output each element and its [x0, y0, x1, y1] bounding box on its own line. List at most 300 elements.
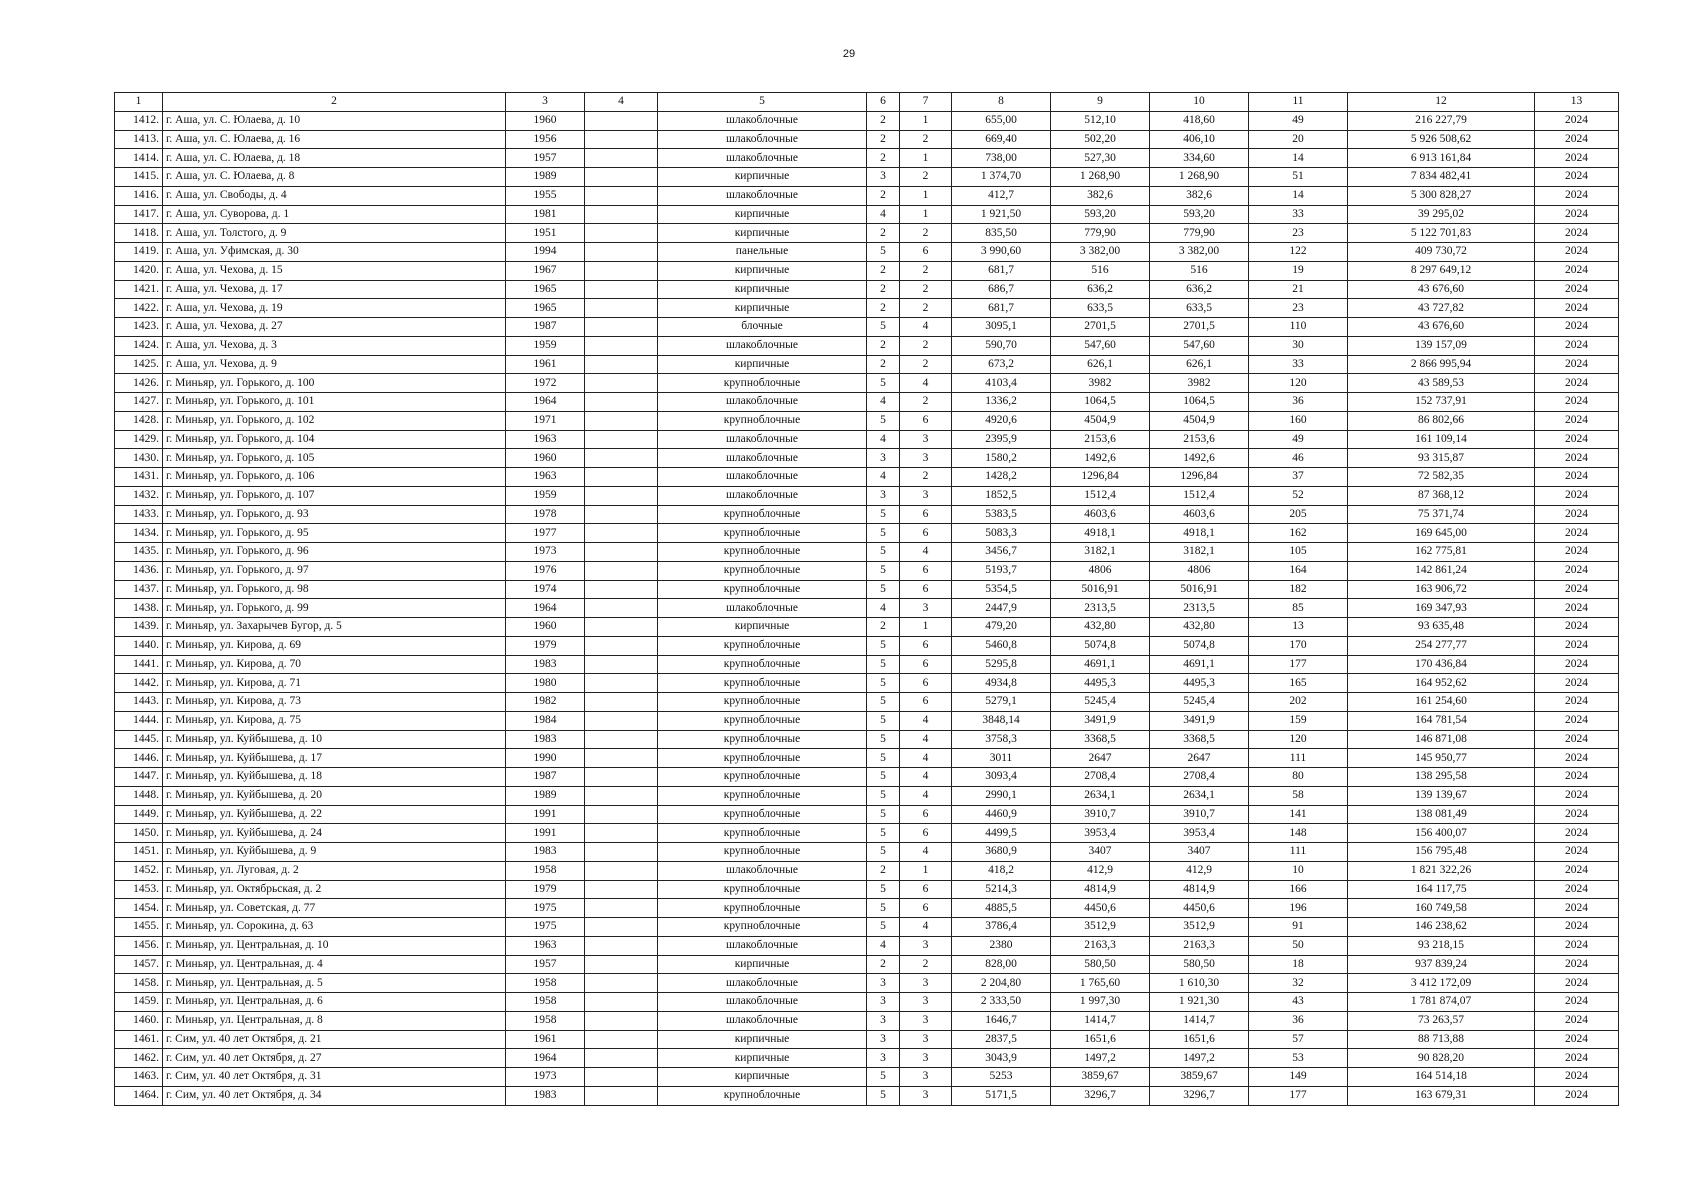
cell-entrances: 3	[900, 1030, 952, 1049]
cell-col-4	[585, 393, 658, 412]
cell-area-residential: 2313,5	[1150, 599, 1249, 618]
cell-entrances: 1	[900, 149, 952, 168]
cell-residents: 170	[1249, 636, 1348, 655]
cell-col-4	[585, 355, 658, 374]
cell-residents: 49	[1249, 111, 1348, 130]
cell-total-area: 655,00	[952, 111, 1051, 130]
cell-year-planned: 2024	[1535, 486, 1619, 505]
cell-cost: 139 157,09	[1348, 336, 1535, 355]
cell-residents: 50	[1249, 936, 1348, 955]
cell-row-number: 1435.	[115, 543, 163, 562]
cell-address: г. Миньяр, ул. Кирова, д. 75	[163, 711, 506, 730]
cell-year-planned: 2024	[1535, 974, 1619, 993]
cell-area-residential: 3182,1	[1150, 543, 1249, 562]
cell-year-built: 1973	[506, 543, 585, 562]
cell-floors: 3	[867, 1049, 900, 1068]
cell-wall-material: шлакоблочные	[658, 149, 867, 168]
cell-row-number: 1447.	[115, 768, 163, 787]
cell-area-living: 547,60	[1051, 336, 1150, 355]
cell-year-built: 1959	[506, 336, 585, 355]
table-row	[115, 261, 1619, 280]
cell-wall-material: шлакоблочные	[658, 1011, 867, 1030]
cell-address: г. Миньяр, ул. Сорокина, д. 63	[163, 918, 506, 937]
cell-area-residential: 5074,8	[1150, 636, 1249, 655]
cell-wall-material: крупноблочные	[658, 674, 867, 693]
cell-floors: 3	[867, 1030, 900, 1049]
cell-wall-material: кирпичные	[658, 261, 867, 280]
cell-floors: 5	[867, 824, 900, 843]
cell-row-number: 1462.	[115, 1049, 163, 1068]
cell-floors: 4	[867, 936, 900, 955]
cell-col-4	[585, 280, 658, 299]
cell-total-area: 2 204,80	[952, 974, 1051, 993]
cell-residents: 23	[1249, 224, 1348, 243]
cell-wall-material: крупноблочные	[658, 1086, 867, 1105]
table-row	[115, 449, 1619, 468]
cell-cost: 156 795,48	[1348, 843, 1535, 862]
cell-residents: 120	[1249, 730, 1348, 749]
cell-cost: 2 866 995,94	[1348, 355, 1535, 374]
cell-row-number: 1459.	[115, 993, 163, 1012]
cell-wall-material: крупноблочные	[658, 749, 867, 768]
cell-cost: 145 950,77	[1348, 749, 1535, 768]
cell-area-living: 1064,5	[1051, 393, 1150, 412]
cell-wall-material: крупноблочные	[658, 768, 867, 787]
cell-residents: 33	[1249, 355, 1348, 374]
cell-row-number: 1423.	[115, 318, 163, 337]
cell-cost: 72 582,35	[1348, 468, 1535, 487]
cell-year-built: 1981	[506, 205, 585, 224]
cell-residents: 13	[1249, 618, 1348, 637]
cell-residents: 122	[1249, 243, 1348, 262]
cell-area-residential: 5245,4	[1150, 693, 1249, 712]
cell-entrances: 3	[900, 1068, 952, 1087]
cell-area-residential: 4691,1	[1150, 655, 1249, 674]
cell-floors: 2	[867, 111, 900, 130]
cell-residents: 159	[1249, 711, 1348, 730]
cell-area-living: 779,90	[1051, 224, 1150, 243]
cell-entrances: 3	[900, 936, 952, 955]
cell-floors: 5	[867, 543, 900, 562]
cell-entrances: 3	[900, 599, 952, 618]
cell-address: г. Аша, ул. С. Юлаева, д. 8	[163, 168, 506, 187]
column-header: 8	[952, 93, 1051, 112]
cell-wall-material: кирпичные	[658, 280, 867, 299]
cell-wall-material: кирпичные	[658, 1030, 867, 1049]
cell-col-4	[585, 261, 658, 280]
cell-area-residential: 3512,9	[1150, 918, 1249, 937]
cell-floors: 5	[867, 843, 900, 862]
cell-cost: 93 315,87	[1348, 449, 1535, 468]
cell-row-number: 1451.	[115, 843, 163, 862]
cell-entrances: 6	[900, 561, 952, 580]
cell-total-area: 673,2	[952, 355, 1051, 374]
cell-row-number: 1412.	[115, 111, 163, 130]
cell-row-number: 1441.	[115, 655, 163, 674]
cell-row-number: 1438.	[115, 599, 163, 618]
table-row	[115, 543, 1619, 562]
cell-cost: 43 676,60	[1348, 280, 1535, 299]
cell-floors: 4	[867, 599, 900, 618]
cell-area-residential: 3 382,00	[1150, 243, 1249, 262]
cell-address: г. Аша, ул. Суворова, д. 1	[163, 205, 506, 224]
cell-floors: 2	[867, 355, 900, 374]
cell-entrances: 6	[900, 899, 952, 918]
cell-year-built: 1964	[506, 599, 585, 618]
cell-total-area: 418,2	[952, 861, 1051, 880]
cell-cost: 93 218,15	[1348, 936, 1535, 955]
cell-area-living: 527,30	[1051, 149, 1150, 168]
cell-total-area: 4885,5	[952, 899, 1051, 918]
cell-floors: 5	[867, 880, 900, 899]
cell-total-area: 5295,8	[952, 655, 1051, 674]
cell-residents: 80	[1249, 768, 1348, 787]
cell-floors: 5	[867, 411, 900, 430]
cell-area-living: 3407	[1051, 843, 1150, 862]
cell-total-area: 3786,4	[952, 918, 1051, 937]
table-row	[115, 205, 1619, 224]
table-row	[115, 749, 1619, 768]
cell-address: г. Миньяр, ул. Центральная, д. 4	[163, 955, 506, 974]
cell-row-number: 1425.	[115, 355, 163, 374]
column-header: 13	[1535, 93, 1619, 112]
cell-floors: 2	[867, 261, 900, 280]
cell-residents: 30	[1249, 336, 1348, 355]
cell-col-4	[585, 168, 658, 187]
cell-residents: 14	[1249, 149, 1348, 168]
table-row	[115, 336, 1619, 355]
cell-col-4	[585, 561, 658, 580]
cell-cost: 162 775,81	[1348, 543, 1535, 562]
cell-entrances: 4	[900, 749, 952, 768]
cell-area-living: 1 997,30	[1051, 993, 1150, 1012]
cell-area-residential: 2708,4	[1150, 768, 1249, 787]
cell-address: г. Миньяр, ул. Куйбышева, д. 10	[163, 730, 506, 749]
cell-year-built: 1974	[506, 580, 585, 599]
cell-area-residential: 406,10	[1150, 130, 1249, 149]
cell-year-built: 1989	[506, 786, 585, 805]
cell-wall-material: крупноблочные	[658, 543, 867, 562]
cell-wall-material: крупноблочные	[658, 693, 867, 712]
cell-year-planned: 2024	[1535, 1049, 1619, 1068]
cell-entrances: 6	[900, 824, 952, 843]
cell-address: г. Миньяр, ул. Горького, д. 106	[163, 468, 506, 487]
cell-area-living: 3 382,00	[1051, 243, 1150, 262]
cell-entrances: 2	[900, 955, 952, 974]
cell-row-number: 1428.	[115, 411, 163, 430]
cell-floors: 2	[867, 130, 900, 149]
table-row	[115, 243, 1619, 262]
cell-year-built: 1957	[506, 149, 585, 168]
cell-floors: 2	[867, 224, 900, 243]
cell-area-living: 3953,4	[1051, 824, 1150, 843]
cell-floors: 3	[867, 168, 900, 187]
cell-cost: 163 679,31	[1348, 1086, 1535, 1105]
cell-year-planned: 2024	[1535, 1011, 1619, 1030]
cell-year-built: 1983	[506, 843, 585, 862]
cell-col-4	[585, 130, 658, 149]
cell-residents: 105	[1249, 543, 1348, 562]
cell-floors: 5	[867, 636, 900, 655]
cell-year-built: 1979	[506, 636, 585, 655]
table-row	[115, 355, 1619, 374]
cell-row-number: 1457.	[115, 955, 163, 974]
cell-cost: 138 295,58	[1348, 768, 1535, 787]
cell-area-living: 4806	[1051, 561, 1150, 580]
cell-address: г. Миньяр, ул. Куйбышева, д. 22	[163, 805, 506, 824]
cell-cost: 93 635,48	[1348, 618, 1535, 637]
cell-floors: 4	[867, 393, 900, 412]
cell-area-residential: 2701,5	[1150, 318, 1249, 337]
cell-area-living: 1 268,90	[1051, 168, 1150, 187]
cell-residents: 19	[1249, 261, 1348, 280]
cell-col-4	[585, 843, 658, 862]
cell-address: г. Миньяр, ул. Горького, д. 104	[163, 430, 506, 449]
cell-row-number: 1444.	[115, 711, 163, 730]
cell-residents: 43	[1249, 993, 1348, 1012]
cell-area-living: 4918,1	[1051, 524, 1150, 543]
table-row	[115, 805, 1619, 824]
cell-year-planned: 2024	[1535, 374, 1619, 393]
cell-entrances: 2	[900, 336, 952, 355]
cell-area-residential: 1492,6	[1150, 449, 1249, 468]
cell-address: г. Миньяр, ул. Куйбышева, д. 17	[163, 749, 506, 768]
cell-entrances: 1	[900, 205, 952, 224]
cell-col-4	[585, 374, 658, 393]
cell-area-living: 5245,4	[1051, 693, 1150, 712]
cell-cost: 163 906,72	[1348, 580, 1535, 599]
cell-year-planned: 2024	[1535, 280, 1619, 299]
cell-address: г. Миньяр, ул. Кирова, д. 69	[163, 636, 506, 655]
cell-area-residential: 412,9	[1150, 861, 1249, 880]
cell-col-4	[585, 861, 658, 880]
cell-floors: 5	[867, 505, 900, 524]
cell-year-planned: 2024	[1535, 580, 1619, 599]
cell-area-residential: 3859,67	[1150, 1068, 1249, 1087]
cell-total-area: 5253	[952, 1068, 1051, 1087]
cell-floors: 5	[867, 580, 900, 599]
cell-area-living: 382,6	[1051, 186, 1150, 205]
cell-year-planned: 2024	[1535, 768, 1619, 787]
cell-cost: 254 277,77	[1348, 636, 1535, 655]
cell-area-living: 2634,1	[1051, 786, 1150, 805]
cell-floors: 3	[867, 993, 900, 1012]
cell-entrances: 4	[900, 543, 952, 562]
cell-cost: 160 749,58	[1348, 899, 1535, 918]
cell-year-built: 1982	[506, 693, 585, 712]
cell-year-planned: 2024	[1535, 730, 1619, 749]
cell-area-residential: 636,2	[1150, 280, 1249, 299]
cell-entrances: 4	[900, 768, 952, 787]
cell-floors: 4	[867, 430, 900, 449]
cell-col-4	[585, 993, 658, 1012]
cell-address: г. Сим, ул. 40 лет Октября, д. 27	[163, 1049, 506, 1068]
cell-address: г. Аша, ул. Чехова, д. 3	[163, 336, 506, 355]
cell-total-area: 590,70	[952, 336, 1051, 355]
cell-area-living: 4603,6	[1051, 505, 1150, 524]
cell-year-built: 1959	[506, 486, 585, 505]
cell-row-number: 1418.	[115, 224, 163, 243]
cell-area-residential: 3982	[1150, 374, 1249, 393]
cell-area-residential: 547,60	[1150, 336, 1249, 355]
cell-col-4	[585, 336, 658, 355]
cell-floors: 5	[867, 899, 900, 918]
cell-entrances: 2	[900, 299, 952, 318]
cell-total-area: 3758,3	[952, 730, 1051, 749]
cell-area-residential: 5016,91	[1150, 580, 1249, 599]
cell-year-built: 1983	[506, 1086, 585, 1105]
cell-year-planned: 2024	[1535, 393, 1619, 412]
cell-total-area: 2 333,50	[952, 993, 1051, 1012]
cell-row-number: 1456.	[115, 936, 163, 955]
column-header: 1	[115, 93, 163, 112]
cell-wall-material: шлакоблочные	[658, 486, 867, 505]
cell-residents: 164	[1249, 561, 1348, 580]
cell-area-living: 3296,7	[1051, 1086, 1150, 1105]
cell-floors: 3	[867, 974, 900, 993]
cell-cost: 164 117,75	[1348, 880, 1535, 899]
cell-entrances: 6	[900, 505, 952, 524]
cell-address: г. Аша, ул. Уфимская, д. 30	[163, 243, 506, 262]
cell-total-area: 5354,5	[952, 580, 1051, 599]
cell-address: г. Аша, ул. С. Юлаева, д. 18	[163, 149, 506, 168]
cell-cost: 90 828,20	[1348, 1049, 1535, 1068]
cell-wall-material: крупноблочные	[658, 824, 867, 843]
cell-floors: 2	[867, 336, 900, 355]
cell-year-built: 1989	[506, 168, 585, 187]
cell-year-built: 1980	[506, 674, 585, 693]
cell-address: г. Миньяр, ул. Куйбышева, д. 9	[163, 843, 506, 862]
cell-col-4	[585, 299, 658, 318]
cell-address: г. Миньяр, ул. Горького, д. 95	[163, 524, 506, 543]
cell-cost: 75 371,74	[1348, 505, 1535, 524]
cell-address: г. Аша, ул. Чехова, д. 9	[163, 355, 506, 374]
cell-entrances: 4	[900, 918, 952, 937]
cell-year-planned: 2024	[1535, 786, 1619, 805]
cell-address: г. Миньяр, ул. Центральная, д. 10	[163, 936, 506, 955]
cell-wall-material: шлакоблочные	[658, 449, 867, 468]
cell-row-number: 1443.	[115, 693, 163, 712]
cell-col-4	[585, 636, 658, 655]
cell-floors: 5	[867, 524, 900, 543]
cell-year-planned: 2024	[1535, 955, 1619, 974]
cell-area-residential: 4450,6	[1150, 899, 1249, 918]
cell-floors: 5	[867, 674, 900, 693]
cell-floors: 5	[867, 749, 900, 768]
cell-area-residential: 3296,7	[1150, 1086, 1249, 1105]
table-row	[115, 468, 1619, 487]
cell-year-planned: 2024	[1535, 299, 1619, 318]
cell-floors: 2	[867, 618, 900, 637]
cell-address: г. Аша, ул. Толстого, д. 9	[163, 224, 506, 243]
cell-row-number: 1437.	[115, 580, 163, 599]
cell-entrances: 6	[900, 655, 952, 674]
cell-total-area: 4460,9	[952, 805, 1051, 824]
cell-wall-material: шлакоблочные	[658, 393, 867, 412]
cell-address: г. Миньяр, ул. Октябрьская, д. 2	[163, 880, 506, 899]
table-row	[115, 1030, 1619, 1049]
cell-wall-material: шлакоблочные	[658, 993, 867, 1012]
cell-wall-material: шлакоблочные	[658, 599, 867, 618]
cell-address: г. Аша, ул. С. Юлаева, д. 16	[163, 130, 506, 149]
cell-address: г. Миньяр, ул. Центральная, д. 5	[163, 974, 506, 993]
cell-total-area: 1428,2	[952, 468, 1051, 487]
table-row	[115, 899, 1619, 918]
cell-col-4	[585, 711, 658, 730]
cell-year-built: 1994	[506, 243, 585, 262]
cell-year-planned: 2024	[1535, 543, 1619, 562]
cell-year-planned: 2024	[1535, 655, 1619, 674]
cell-wall-material: шлакоблочные	[658, 186, 867, 205]
cell-year-planned: 2024	[1535, 524, 1619, 543]
cell-floors: 5	[867, 243, 900, 262]
table-row	[115, 130, 1619, 149]
cell-row-number: 1415.	[115, 168, 163, 187]
table-row	[115, 168, 1619, 187]
cell-year-planned: 2024	[1535, 149, 1619, 168]
table-row	[115, 655, 1619, 674]
cell-year-built: 1963	[506, 936, 585, 955]
cell-residents: 91	[1249, 918, 1348, 937]
cell-residents: 23	[1249, 299, 1348, 318]
cell-cost: 146 871,08	[1348, 730, 1535, 749]
cell-wall-material: кирпичные	[658, 168, 867, 187]
cell-total-area: 3 990,60	[952, 243, 1051, 262]
cell-total-area: 5171,5	[952, 1086, 1051, 1105]
cell-wall-material: шлакоблочные	[658, 130, 867, 149]
cell-area-living: 2647	[1051, 749, 1150, 768]
table-row	[115, 505, 1619, 524]
cell-year-planned: 2024	[1535, 449, 1619, 468]
cell-area-residential: 2647	[1150, 749, 1249, 768]
cell-residents: 21	[1249, 280, 1348, 299]
cell-wall-material: крупноблочные	[658, 711, 867, 730]
cell-year-planned: 2024	[1535, 130, 1619, 149]
cell-col-4	[585, 430, 658, 449]
cell-total-area: 5279,1	[952, 693, 1051, 712]
column-header: 9	[1051, 93, 1150, 112]
cell-total-area: 3680,9	[952, 843, 1051, 862]
cell-area-residential: 2153,6	[1150, 430, 1249, 449]
cell-year-planned: 2024	[1535, 205, 1619, 224]
cell-entrances: 3	[900, 974, 952, 993]
cell-year-built: 1958	[506, 861, 585, 880]
column-header: 6	[867, 93, 900, 112]
cell-area-living: 4691,1	[1051, 655, 1150, 674]
cell-area-residential: 1 268,90	[1150, 168, 1249, 187]
cell-year-planned: 2024	[1535, 1068, 1619, 1087]
cell-col-4	[585, 1011, 658, 1030]
cell-col-4	[585, 786, 658, 805]
cell-area-residential: 3491,9	[1150, 711, 1249, 730]
cell-cost: 164 514,18	[1348, 1068, 1535, 1087]
cell-row-number: 1431.	[115, 468, 163, 487]
cell-area-residential: 2634,1	[1150, 786, 1249, 805]
cell-cost: 1 781 874,07	[1348, 993, 1535, 1012]
cell-cost: 169 347,93	[1348, 599, 1535, 618]
cell-area-living: 3491,9	[1051, 711, 1150, 730]
cell-address: г. Миньяр, ул. Горького, д. 97	[163, 561, 506, 580]
cell-col-4	[585, 411, 658, 430]
cell-wall-material: крупноблочные	[658, 505, 867, 524]
cell-address: г. Миньяр, ул. Горького, д. 107	[163, 486, 506, 505]
cell-entrances: 2	[900, 280, 952, 299]
cell-year-built: 1957	[506, 955, 585, 974]
cell-row-number: 1439.	[115, 618, 163, 637]
cell-area-living: 2163,3	[1051, 936, 1150, 955]
cell-address: г. Миньяр, ул. Горького, д. 100	[163, 374, 506, 393]
cell-wall-material: кирпичные	[658, 355, 867, 374]
